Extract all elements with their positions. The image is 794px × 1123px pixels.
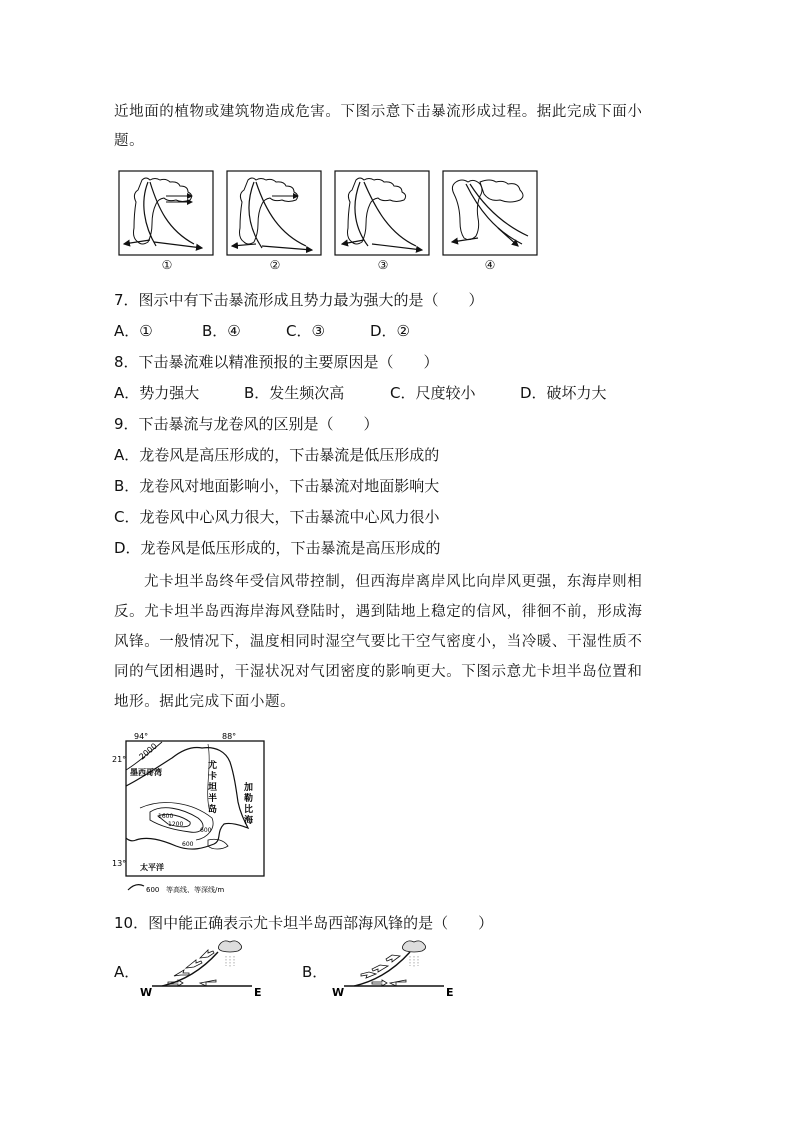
intro2-line-3: 风锋。一般情况下，温度相同时湿空气要比干空气密度小，当冷暖、干湿性质不 (114, 634, 643, 650)
intro2-line-4: 同的气团相遇时，干湿状况对气团密度的影响更大。下图示意尤卡坦半岛位置和 (114, 664, 643, 680)
panel-2 (227, 171, 321, 255)
panel-1 (119, 171, 213, 255)
map-contour-2000: 2000 (137, 741, 159, 762)
q8-option-b[interactable]: B．发生频次高 (244, 384, 345, 402)
q7-option-a[interactable]: A．① (114, 322, 153, 340)
map-contour-1600: 1600 (158, 813, 174, 820)
q10a-west: W (140, 986, 153, 999)
q10a-east: E (254, 986, 262, 999)
q10b-west: W (332, 986, 345, 999)
map-gulf-label: 墨西哥湾 (130, 768, 162, 777)
question-8-stem: 8．下击暴流难以精准预报的主要原因是（ ） (114, 353, 439, 371)
map-coastline (126, 747, 248, 849)
question-7-stem: 7．图示中有下击暴流形成且势力最为强大的是（ ） (114, 291, 484, 309)
q10b-east: E (446, 986, 454, 999)
q7-option-d[interactable]: D．② (370, 322, 410, 340)
figure-label-3: ③ (377, 258, 389, 272)
map-lat-bottom: 13° (112, 859, 127, 868)
map-contour-600a: 600 (200, 827, 212, 834)
question-9-stem: 9．下击暴流与龙卷风的区别是（ ） (114, 415, 379, 433)
q7-option-b[interactable]: B．④ (202, 322, 241, 340)
question-10-stem: 10．图中能正确表示尤卡坦半岛西部海风锋的是（ ） (114, 914, 494, 932)
q9-option-c[interactable]: C．龙卷风中心风力很大，下击暴流中心风力很小 (114, 508, 440, 526)
q10-option-a[interactable]: A． (114, 963, 140, 981)
figure-label-2: ② (269, 258, 281, 272)
q9-option-b[interactable]: B．龙卷风对地面影响小，下击暴流对地面影响大 (114, 477, 440, 495)
svg-text:岛: 岛 (208, 805, 218, 815)
map-lon-left: 94° (134, 732, 149, 741)
figure-label-1: ① (161, 258, 173, 272)
q8-option-c[interactable]: C．尺度较小 (390, 384, 476, 402)
panel-4 (443, 171, 537, 255)
map-contour-1200: 1200 (168, 821, 184, 828)
svg-text:坦: 坦 (208, 783, 218, 793)
yucatan-map (112, 728, 272, 894)
svg-text:海: 海 (244, 816, 254, 826)
intro2-line-1: 尤卡坦半岛终年受信风带控制，但西海岸离岸风比向岸风更强，东海岸则相 (144, 574, 643, 590)
q9-option-a[interactable]: A．龙卷风是高压形成的，下击暴流是低压形成的 (114, 446, 440, 464)
map-caribbean-label (243, 781, 254, 826)
map-peninsula-label (207, 759, 217, 815)
panel-3 (335, 171, 429, 255)
figure-label-4: ④ (484, 258, 496, 272)
q10-option-b[interactable]: B． (302, 963, 328, 981)
q8-option-d[interactable]: D．破坏力大 (520, 384, 607, 402)
svg-text:卡: 卡 (208, 772, 218, 782)
map-legend-value: 600 (146, 886, 160, 894)
intro-line-1: 近地面的植物或建筑物造成危害。下图示意下击暴流形成过程。据此完成下面小 (114, 104, 643, 120)
svg-text:尤: 尤 (208, 761, 218, 771)
q10-diagram-b (332, 938, 462, 1000)
svg-text:勒: 勒 (244, 794, 254, 804)
intro-line-2: 题。 (114, 133, 145, 149)
svg-text:比: 比 (244, 805, 254, 815)
q7-option-c[interactable]: C．③ (286, 322, 325, 340)
svg-text:加: 加 (244, 783, 254, 793)
intro2-line-5: 地形。据此完成下面小题。 (114, 694, 296, 710)
q10-diagram-a (140, 938, 270, 1000)
map-pacific-label: 太平洋 (140, 863, 164, 872)
intro2-line-2: 反。尤卡坦半岛西海岸海风登陆时，遇到陆地上稳定的信风，徘徊不前，形成海 (114, 604, 643, 620)
q8-option-a[interactable]: A．势力强大 (114, 384, 200, 402)
q9-option-d[interactable]: D．龙卷风是低压形成的，下击暴流是高压形成的 (114, 539, 441, 557)
map-lon-right: 88° (222, 732, 237, 741)
svg-text:半: 半 (208, 794, 218, 804)
map-lat-top: 21° (112, 755, 127, 764)
map-contour-600b: 600 (182, 841, 194, 848)
map-legend-text: 等高线、等深线/m (166, 886, 225, 894)
